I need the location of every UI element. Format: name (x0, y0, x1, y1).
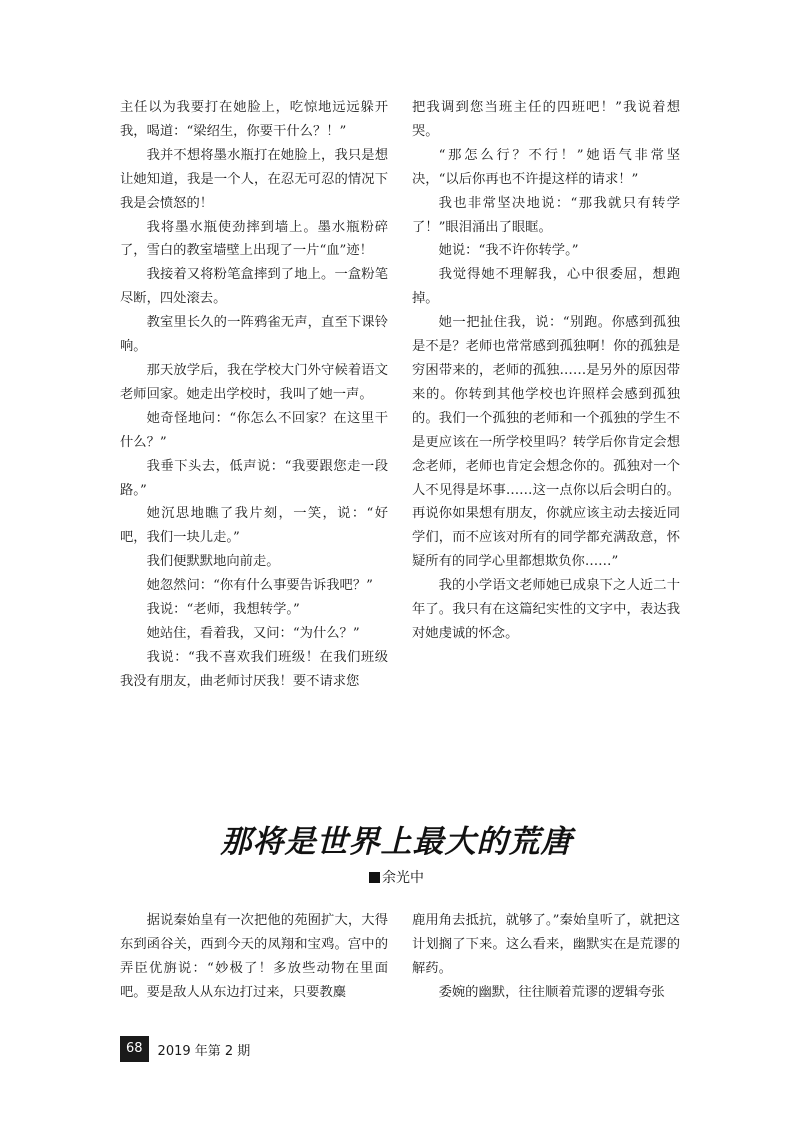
bottom-left-column (120, 909, 388, 1005)
paragraph: 我并不想将墨水瓶打在她脸上，我只是想让她知道，我是一个人，在忍无可忍的情况下我是会愤怒的！ (120, 147, 388, 211)
paragraph: 她沉思地瞧了我片刻，一笑，说：“好吧，我们一块儿走。” (120, 506, 388, 546)
byline (0, 867, 793, 887)
paragraph: 委婉的幽默，往往顺着荒谬的逻辑夸张 (438, 984, 665, 1000)
paragraph: 教室里长久的一阵鸦雀无声，直至下课铃响。 (120, 315, 388, 355)
byline-square-icon (369, 872, 380, 883)
paragraph: 她奇怪地问：“你怎么不回家？在这里干什么？” (120, 410, 388, 450)
paragraph: 我们便默默地向前走。 (146, 554, 280, 570)
author-name: 余光中 (382, 870, 424, 886)
paragraph: 我接着又将粉笔盒摔到了地上。一盒粉笔尽断，四处滚去。 (120, 267, 388, 307)
paragraph: 主任以为我要打在她脸上，吃惊地远远躲开我，喝道：“梁绍生，你要干什么？！” (120, 100, 388, 139)
paragraph: 我说：“我不喜欢我们班级！在我们班级我没有朋友，曲老师讨厌我！要不请求您 (120, 649, 388, 689)
paragraph: 我的小学语文老师她已成泉下之人近二十年了。我只有在这篇纪实性的文字中，表达我对她虔诚的怀念。 (412, 578, 680, 641)
issue-label: 2019 年第 2 期 (157, 1043, 251, 1059)
bottom-right-column (412, 909, 680, 1005)
paragraph: “那怎么行？不行！”她语气非常坚决，“以后你再也不许提这样的请求！” (412, 147, 680, 187)
top-right-column (412, 96, 680, 646)
top-left-column (120, 96, 388, 694)
page-number: 68 (120, 1036, 149, 1062)
paragraph: 我垂下头去，低声说：“我要跟您走一段路。” (120, 458, 388, 498)
paragraph: 我也非常坚决地说：“那我就只有转学了！”眼泪涌出了眼眶。 (412, 195, 680, 235)
paragraph: 把我调到您当班主任的四班吧！”我说着想哭。 (412, 100, 680, 139)
paragraph: 那天放学后，我在学校大门外守候着语文老师回家。她走出学校时，我叫了她一声。 (120, 362, 388, 402)
paragraph: 我觉得她不理解我，心中很委屈，想跑掉。 (412, 267, 680, 307)
paragraph: 她忽然问：“你有什么事要告诉我吧？” (146, 578, 373, 594)
paragraph: 我说：“老师，我想转学。” (146, 602, 300, 618)
paragraph: 她一把扯住我，说：“别跑。你感到孤独是不是？老师也常常感到孤独啊！你的孤独是穷困带来的，老师的孤独……是另外的原因带来的。你转到其他学校也许照样会感到孤独的。我们一个孤独的老师和一个孤独的学生不是更应该在一所学校里吗？转学后你肯定会想念老师，老师也肯定会想念你的。孤独对一个人不见得是坏事……这一点你以后会明白的。再说你如果想有朋友，你就应该主动去接近同学们，而不应该对所有的同学都充满敌意，怀疑所有的同学心里都想欺负你……” (412, 315, 680, 570)
paragraph: 据说秦始皇有一次把他的苑囿扩大，大得东到函谷关，西到今天的凤翔和宝鸡。宫中的弄臣优旃说：“妙极了！多放些动物在里面吧。要是敌人从东边打过来，只要教麋 (120, 913, 388, 1000)
paragraph: 鹿用角去抵抗，就够了。”秦始皇听了，就把这计划搁了下来。这么看来，幽默实在是荒谬的解药。 (412, 913, 680, 976)
paragraph: 我将墨水瓶使劲摔到墙上。墨水瓶粉碎了，雪白的教室墙壁上出现了一片“血”迹！ (120, 219, 388, 259)
paragraph: 她站住，看着我，又问：“为什么？” (146, 625, 360, 641)
paragraph: 她说：“我不许你转学。” (438, 243, 579, 259)
article-title: 那将是世界上最大的荒唐 (220, 824, 573, 860)
page-footer (120, 1036, 250, 1062)
